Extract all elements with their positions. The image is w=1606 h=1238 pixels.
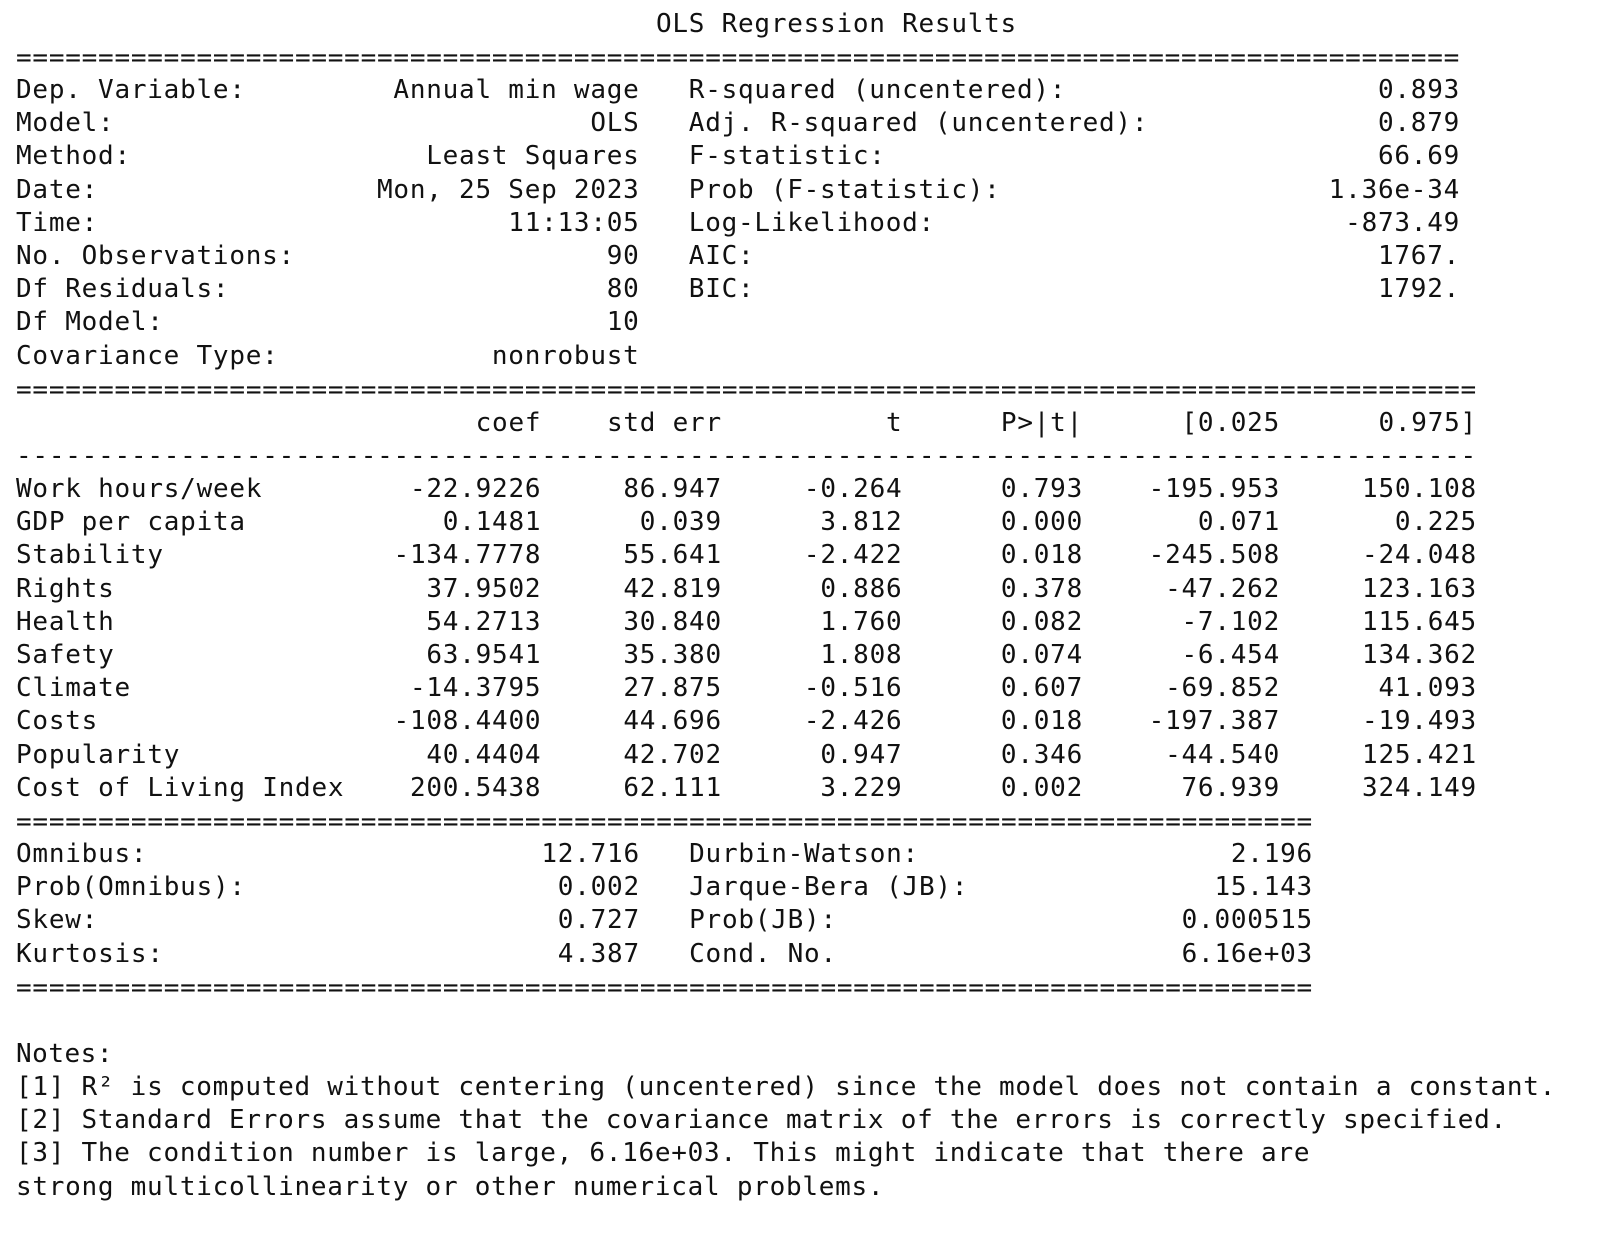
double-rule-mid: ========================================================================================= (16, 375, 1477, 405)
double-rule-top: ======================================================================================== (16, 43, 1461, 73)
report-title: OLS Regression Results (16, 9, 1017, 39)
table-row: Costs -108.4400 44.696 -2.426 0.018 -197.387 -19.493 (16, 706, 1477, 737)
model-info-row: Covariance Type: nonrobust (16, 340, 640, 371)
single-rule: ----------------------------------------------------------------------------------------- (16, 441, 1477, 471)
double-rule-diag-top: =============================================================================== (16, 807, 1313, 837)
model-info-row: Dep. Variable: Annual min wage R-squared (uncentered): 0.893 (16, 75, 1461, 105)
table-row: Health 54.2713 30.840 1.760 0.082 -7.102 115.645 (16, 606, 1477, 637)
diagnostics-row: Prob(Omnibus): 0.002 Jarque-Bera (JB): 15.143 (16, 872, 1313, 903)
diagnostics-row: Kurtosis: 4.387 Cond. No. 6.16e+03 (16, 938, 1313, 969)
table-row: GDP per capita 0.1481 0.039 3.812 0.000 0.071 0.225 (16, 507, 1477, 538)
diagnostics-row: Skew: 0.727 Prob(JB): 0.000515 (16, 905, 1313, 936)
model-info-row: Model: OLS Adj. R-squared (uncentered): 0.879 (16, 108, 1461, 139)
model-info-row: Df Model: 10 (16, 307, 640, 338)
diagnostics-row: Omnibus: 12.716 Durbin-Watson: 2.196 (16, 839, 1313, 869)
model-info-row: Method: Least Squares F-statistic: 66.69 (16, 141, 1461, 172)
table-row: Popularity 40.4404 42.702 0.947 0.346 -44.540 125.421 (16, 739, 1477, 770)
table-row: Rights 37.9502 42.819 0.886 0.378 -47.262 123.163 (16, 573, 1477, 604)
model-info-row: Df Residuals: 80 BIC: 1792. (16, 274, 1461, 305)
table-row: Safety 63.9541 35.380 1.808 0.074 -6.454 134.362 (16, 640, 1477, 670)
model-info-row: Date: Mon, 25 Sep 2023 Prob (F-statistic): 1.36e-34 (16, 174, 1461, 205)
table-row: Work hours/week -22.9226 86.947 -0.264 0.793 -195.953 150.108 (16, 474, 1477, 504)
table-row: Cost of Living Index 200.5438 62.111 3.229 0.002 76.939 324.149 (16, 772, 1477, 803)
table-row: Stability -134.7778 55.641 -2.422 0.018 -245.508 -24.048 (16, 540, 1477, 571)
note-line: [1] R² is computed without centering (uncentered) since the model does not contain a constant. (16, 1072, 1557, 1102)
note-line: [3] The condition number is large, 6.16e+03. This might indicate that there are (16, 1138, 1311, 1169)
notes-title: Notes: (16, 1039, 113, 1069)
model-info-row: Time: 11:13:05 Log-Likelihood: -873.49 (16, 207, 1461, 238)
table-row: Climate -14.3795 27.875 -0.516 0.607 -69.852 41.093 (16, 673, 1477, 704)
note-line: [2] Standard Errors assume that the covariance matrix of the errors is correctly specified. (16, 1105, 1507, 1136)
coef-table-header: coef std err t P>|t| [0.025 0.975] (16, 408, 1477, 438)
note-line: strong multicollinearity or other numerical problems. (16, 1171, 885, 1202)
model-info-row: No. Observations: 90 AIC: 1767. (16, 241, 1461, 271)
double-rule-bottom: =============================================================================== (16, 973, 1313, 1003)
